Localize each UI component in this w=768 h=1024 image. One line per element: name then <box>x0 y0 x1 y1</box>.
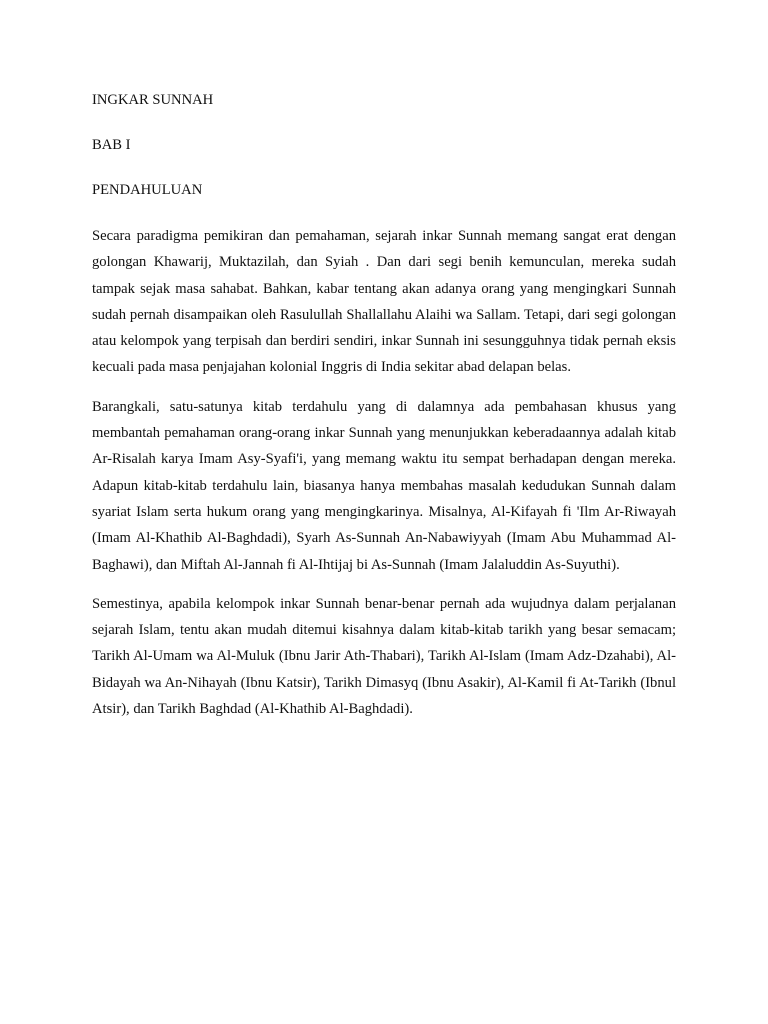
document-title: INGKAR SUNNAH <box>92 92 214 108</box>
chapter-heading: BAB I <box>92 137 131 153</box>
paragraph-3: Semestinya, apabila kelompok inkar Sunnah benar-benar pernah ada wujudnya dalam perjalanan sejarah Islam, tentu akan mudah ditemui kisahnya dalam kitab-kitab tarikh yang besar semacam; Tarikh Al-Umam wa Al-Muluk (Ibnu Jarir Ath-Thabari), Tarikh Al-Islam (Imam Adz-Dzahabi), Al-Bidayah wa An-Nihayah (Ibnu Katsir), Tarikh Dimasyq (Ibnu Asakir), Al-Kamil fi At-Tarikh (Ibnul Atsir), dan Tarikh Baghdad (Al-Khathib Al-Baghdadi). <box>92 595 676 718</box>
document-page <box>92 90 676 735</box>
paragraph-1: Secara paradigma pemikiran dan pemahaman, sejarah inkar Sunnah memang sangat erat dengan golongan Khawarij, Muktazilah, dan Syiah . Dan dari segi benih kemunculan, mereka sudah tampak sejak masa sahabat. Bahkan, kabar tentang akan adanya orang yang mengingkari Sunnah sudah pernah disampaikan oleh Rasulullah Shallallahu Alaihi wa Sallam. Tetapi, dari segi golongan atau kelompok yang terpisah dan berdiri sendiri, inkar Sunnah ini sesungguhnya tidak pernah eksis kecuali pada masa penjajahan kolonial Inggris di India sekitar abad delapan belas. <box>92 228 676 376</box>
section-heading: PENDAHULUAN <box>92 182 203 198</box>
paragraph-2: Barangkali, satu-satunya kitab terdahulu yang di dalamnya ada pembahasan khusus yang membantah pemahaman orang-orang inkar Sunnah yang menunjukkan keberadaannya adalah kitab Ar-Risalah karya Imam Asy-Syafi'i, yang memang waktu itu sempat berhadapan dengan mereka. Adapun kitab-kitab terdahulu lain, biasanya hanya membahas masalah kedudukan Sunnah dalam syariat Islam serta hukum orang yang mengingkarinya. Misalnya, Al-Kifayah fi 'Ilm Ar-Riwayah (Imam Al-Khathib Al-Baghdadi), Syarh As-Sunnah An-Nabawiyyah (Imam Abu Muhammad Al-Baghawi), dan Miftah Al-Jannah fi Al-Ihtijaj bi As-Sunnah (Imam Jalaluddin As-Suyuthi). <box>92 398 676 573</box>
